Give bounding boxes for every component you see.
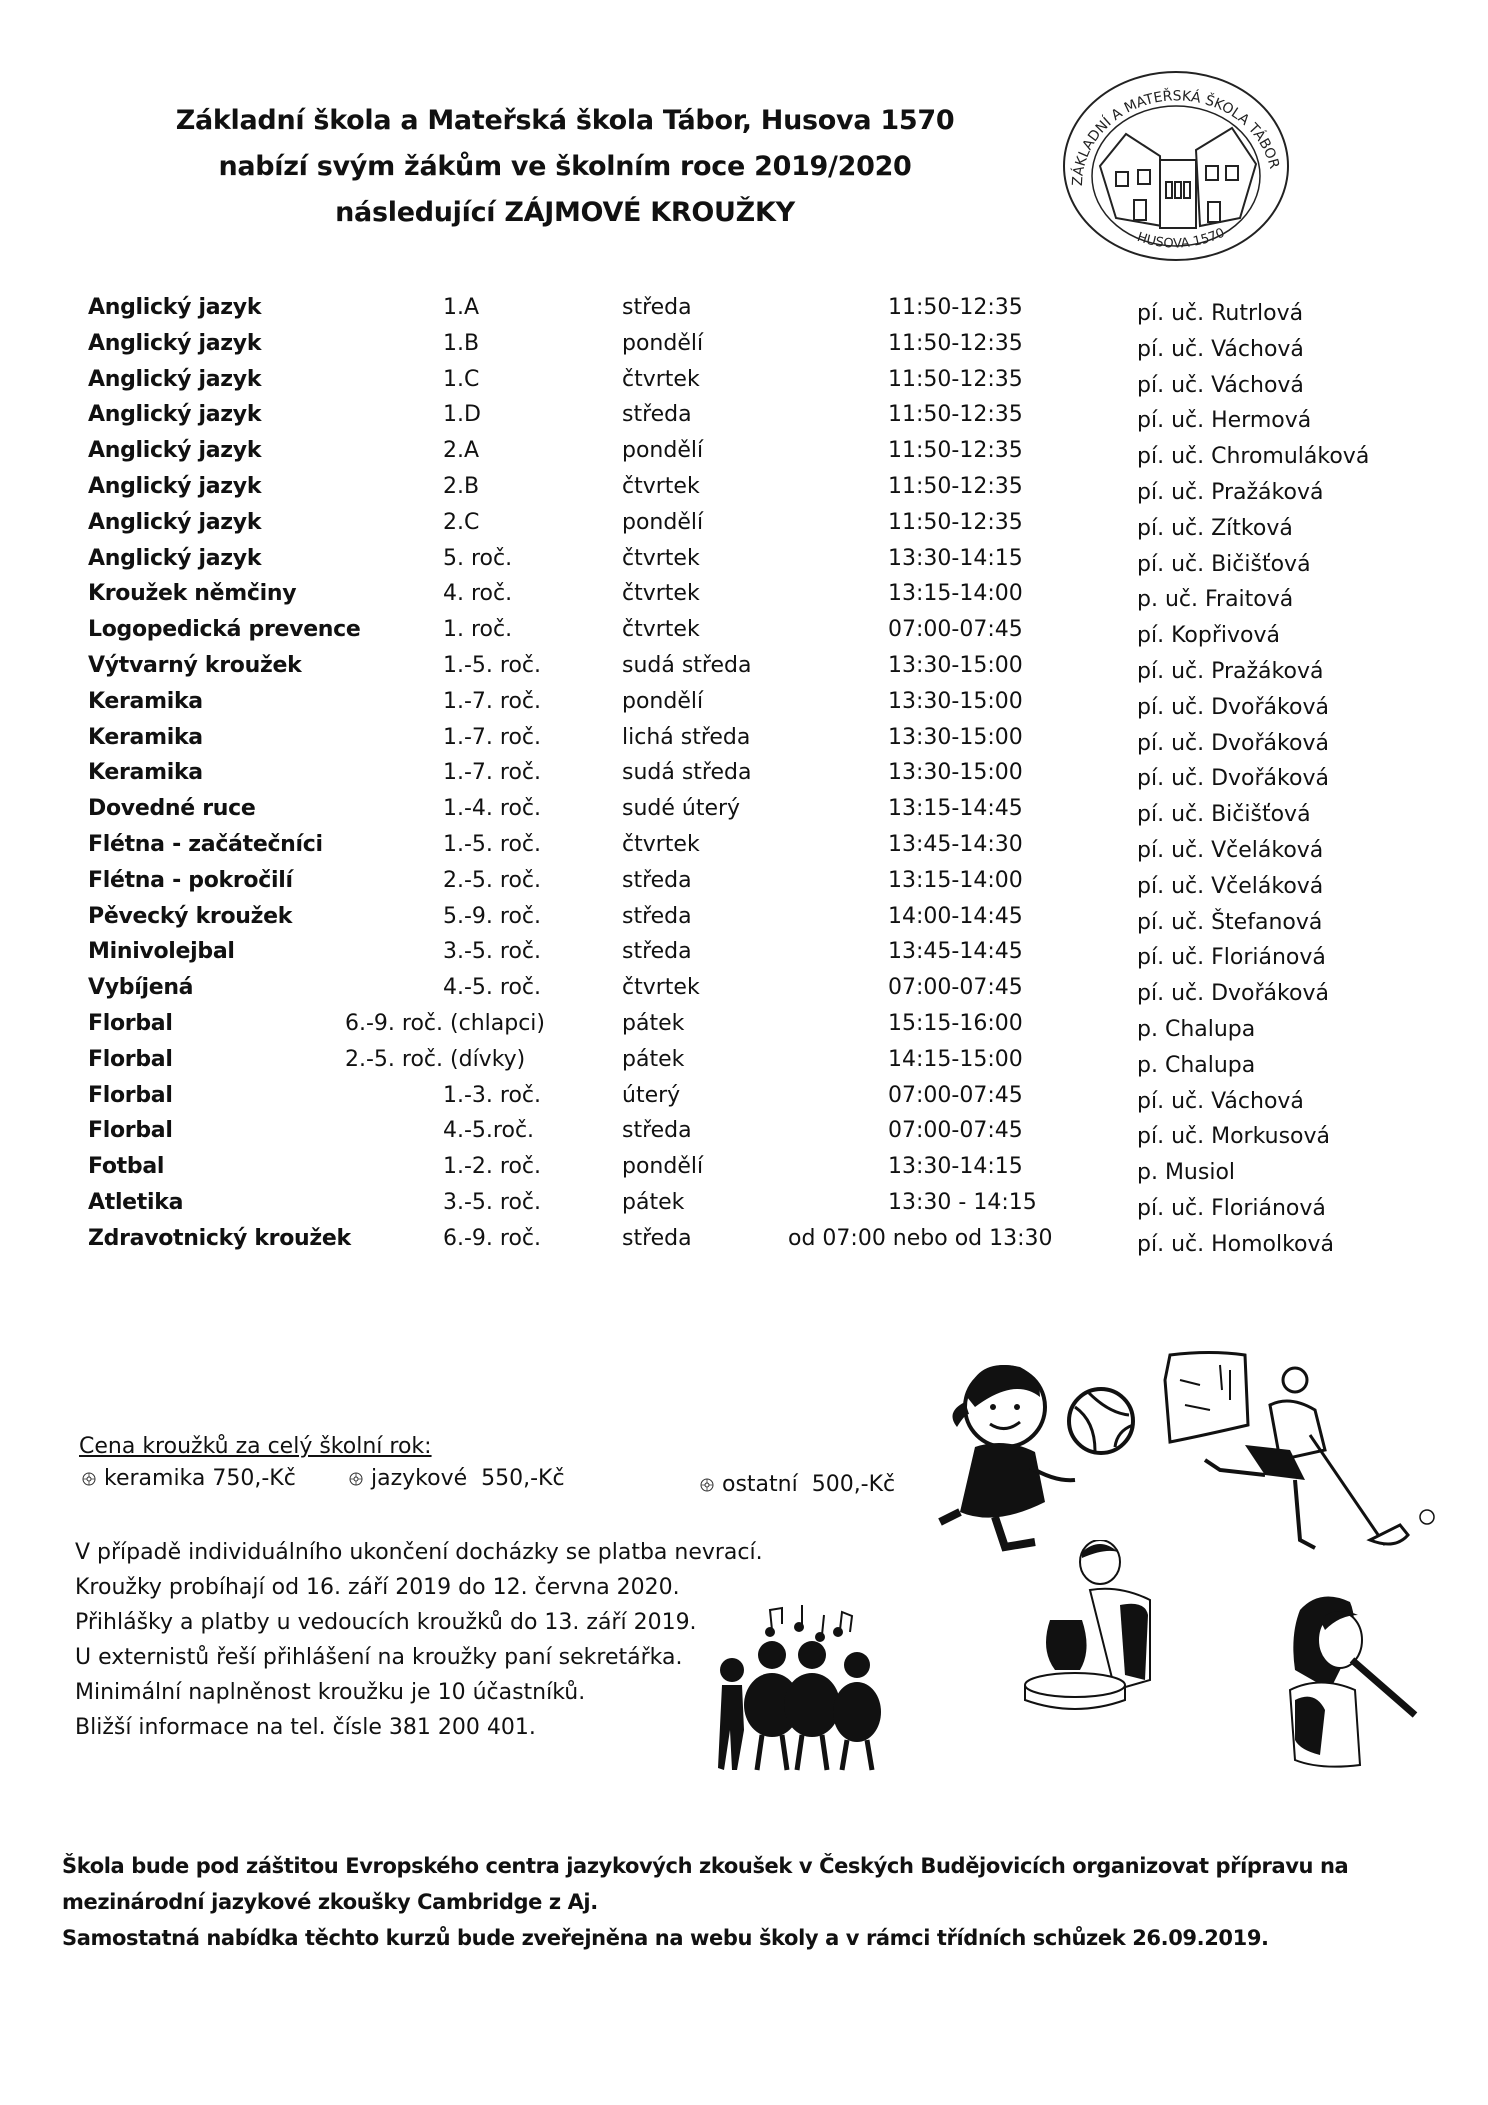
- club-name: Florbal: [88, 1010, 173, 1036]
- note-line: Bližší informace na tel. čísle 381 200 401.: [75, 1715, 536, 1740]
- club-class: 5. roč.: [443, 545, 513, 571]
- price-item: [349, 1466, 565, 1491]
- club-row: [0, 1185, 1488, 1221]
- club-class: 4.-5. roč.: [443, 975, 542, 1001]
- club-time: 07:00-07:45: [888, 1082, 1023, 1108]
- club-name: Flétna - začátečníci: [88, 831, 323, 857]
- club-name: Anglický jazyk: [88, 295, 262, 320]
- note-line: Minimální naplněnost kroužku je 10 účastníků.: [75, 1680, 586, 1705]
- club-time: 13:30-14:15: [888, 545, 1023, 571]
- club-day: čtvrtek: [622, 366, 700, 392]
- club-teacher: pí. uč. Rutrlová: [1137, 301, 1304, 326]
- page-title: [150, 98, 980, 236]
- club-time: 15:15-16:00: [888, 1010, 1023, 1036]
- club-name: Anglický jazyk: [88, 366, 262, 392]
- flower-icon: [82, 1472, 96, 1486]
- club-day: čtvrtek: [622, 473, 700, 499]
- club-name: Fotbal: [88, 1154, 165, 1180]
- club-name: Kroužek němčiny: [88, 581, 297, 607]
- club-name: Pěvecký kroužek: [88, 903, 293, 929]
- club-teacher: pí. uč. Včeláková: [1137, 873, 1324, 899]
- volleyball-icon: [1065, 1385, 1137, 1457]
- club-day: středa: [622, 903, 692, 929]
- club-name: Anglický jazyk: [88, 402, 262, 428]
- club-day: pátek: [622, 1046, 685, 1072]
- club-class: 1. roč.: [443, 617, 513, 643]
- club-time: 07:00-07:45: [888, 617, 1023, 643]
- club-row: [0, 290, 1488, 326]
- club-day: sudé úterý: [622, 796, 741, 822]
- club-class: 1.-4. roč.: [443, 796, 542, 822]
- club-row: [0, 1221, 1488, 1257]
- club-row: [0, 541, 1488, 577]
- club-name: Flétna - pokročilí: [88, 867, 293, 893]
- club-day: lichá středa: [622, 724, 751, 750]
- club-class: 1.-7. roč.: [443, 688, 542, 714]
- club-time: 13:30-15:00: [888, 760, 1023, 786]
- club-teacher: pí. uč. Bičišťová: [1137, 802, 1311, 828]
- price-label: ostatní 500,-Kč: [722, 1472, 896, 1497]
- club-name: Anglický jazyk: [88, 330, 262, 356]
- floorball-player-illustration: [1160, 1350, 1430, 1555]
- club-class: 3.-5. roč.: [443, 939, 542, 965]
- club-day: sudá středa: [622, 652, 752, 678]
- club-class: 1.B: [443, 330, 480, 356]
- singing-choir-illustration: [682, 1600, 922, 1775]
- club-teacher: pí. uč. Štefanová: [1137, 909, 1323, 935]
- school-logo: [1060, 68, 1292, 264]
- club-name: Minivolejbal: [88, 939, 235, 965]
- footer-notice: [62, 1848, 1348, 1956]
- club-class: 1.-7. roč.: [443, 724, 542, 750]
- club-row: [0, 576, 1488, 612]
- club-time: 11:50-12:35: [888, 330, 1023, 356]
- club-class: 6.-9. roč.: [443, 1225, 542, 1251]
- footer-line-1: Škola bude pod záštitou Evropského centra jazykových zkoušek v Českých Budějovicích organizovat přípravu na: [62, 1854, 1349, 1878]
- club-name: Keramika: [88, 724, 203, 750]
- club-teacher: p. uč. Fraitová: [1137, 587, 1294, 613]
- club-class: 1.D: [443, 402, 481, 428]
- club-teacher: pí. uč. Váchová: [1137, 372, 1304, 398]
- club-teacher: pí. Kopřivová: [1137, 623, 1280, 649]
- club-time: 13:30-15:00: [888, 652, 1023, 678]
- club-teacher: pí. uč. Dvořáková: [1137, 730, 1329, 756]
- club-day: úterý: [622, 1082, 681, 1108]
- club-class: 1.A: [443, 295, 480, 320]
- club-row: [0, 326, 1488, 362]
- club-row: [0, 1078, 1488, 1114]
- club-class: 2.A: [443, 438, 480, 464]
- price-label: jazykové 550,-Kč: [371, 1466, 565, 1491]
- club-time: 11:50-12:35: [888, 438, 1023, 464]
- club-day: středa: [622, 1118, 692, 1144]
- club-name: Anglický jazyk: [88, 473, 262, 499]
- floorball-ball-icon: [1418, 1508, 1436, 1526]
- club-name: Atletika: [88, 1189, 184, 1215]
- club-class: 2.B: [443, 473, 480, 499]
- club-class: 5.-9. roč.: [443, 903, 542, 929]
- club-time: 13:30-15:00: [888, 724, 1023, 750]
- club-time: 13:45-14:45: [888, 939, 1023, 965]
- club-class: 2.-5. roč.: [443, 867, 542, 893]
- club-day: čtvrtek: [622, 617, 700, 643]
- club-row: [0, 1006, 1488, 1042]
- club-row: [0, 755, 1488, 791]
- club-class: 6.-9. roč. (chlapci): [345, 1010, 545, 1036]
- school-building-icon: [1100, 128, 1256, 228]
- club-time: 07:00-07:45: [888, 1118, 1023, 1144]
- note-line: U externistů řeší přihlášení na kroužky paní sekretářka.: [75, 1645, 683, 1670]
- club-class: 1.-5. roč.: [443, 652, 542, 678]
- club-teacher: pí. uč. Váchová: [1137, 336, 1304, 362]
- club-time: 13:15-14:45: [888, 796, 1023, 822]
- flute-player-illustration: [1270, 1590, 1430, 1775]
- club-time: 14:00-14:45: [888, 903, 1023, 929]
- club-row: [0, 648, 1488, 684]
- club-row: [0, 899, 1488, 935]
- club-name: Florbal: [88, 1082, 173, 1108]
- club-row: [0, 433, 1488, 469]
- club-time: 14:15-15:00: [888, 1046, 1023, 1072]
- club-row: [0, 1149, 1488, 1185]
- club-teacher: pí. uč. Včeláková: [1137, 837, 1324, 863]
- club-row: [0, 469, 1488, 505]
- club-row: [0, 720, 1488, 756]
- price-label: keramika 750,-Kč: [104, 1466, 296, 1491]
- club-day: středa: [622, 402, 692, 428]
- club-day: pondělí: [622, 688, 704, 714]
- club-row: [0, 827, 1488, 863]
- club-teacher: pí. uč. Floriánová: [1137, 945, 1326, 971]
- club-day: čtvrtek: [622, 581, 700, 607]
- flower-icon: [700, 1478, 714, 1492]
- club-teacher: pí. uč. Váchová: [1137, 1088, 1304, 1114]
- club-name: Florbal: [88, 1046, 173, 1072]
- club-time: 13:15-14:00: [888, 581, 1023, 607]
- note-line: V případě individuálního ukončení docházky se platba nevrací.: [75, 1540, 763, 1565]
- club-class: 1.C: [443, 366, 480, 392]
- club-day: čtvrtek: [622, 831, 700, 857]
- club-name: Anglický jazyk: [88, 545, 262, 571]
- club-time: 13:30-14:15: [888, 1154, 1023, 1180]
- club-name: Keramika: [88, 688, 203, 714]
- logo-text-top: ZÁKLADNÍ A MATEŘSKÁ ŠKOLA TÁBOR: [1069, 88, 1283, 187]
- club-row: [0, 397, 1488, 433]
- club-name: Dovedné ruce: [88, 796, 256, 822]
- prices-list: [82, 1466, 982, 1502]
- title-line-3: následující ZÁJMOVÉ KROUŽKY: [335, 197, 795, 228]
- club-teacher: pí. uč. Pražáková: [1137, 479, 1324, 505]
- club-day: sudá středa: [622, 760, 752, 786]
- club-teacher: p. Musiol: [1137, 1160, 1236, 1186]
- club-class: 4.-5.roč.: [443, 1118, 535, 1144]
- club-teacher: pí. uč. Floriánová: [1137, 1195, 1326, 1221]
- club-name: Vybíjená: [88, 975, 194, 1001]
- club-name: Florbal: [88, 1118, 173, 1144]
- club-teacher: p. Chalupa: [1137, 1016, 1256, 1042]
- club-row: [0, 612, 1488, 648]
- club-name: Zdravotnický kroužek: [88, 1225, 351, 1251]
- club-name: Anglický jazyk: [88, 509, 262, 535]
- logo-text-bottom: HUSOVA 1570: [1135, 225, 1228, 252]
- club-teacher: pí. uč. Hermová: [1137, 408, 1312, 434]
- flower-icon: [349, 1472, 363, 1486]
- title-line-2: nabízí svým žákům ve školním roce 2019/2020: [218, 151, 912, 182]
- club-row: [0, 1113, 1488, 1149]
- club-time: 11:50-12:35: [888, 295, 1023, 320]
- club-row: [0, 970, 1488, 1006]
- club-teacher: pí. uč. Morkusová: [1137, 1124, 1331, 1150]
- footer-line-2: mezinárodní jazykové zkoušky Cambridge z Aj.: [62, 1890, 598, 1914]
- club-day: pondělí: [622, 438, 704, 464]
- club-class: 2.-5. roč. (dívky): [345, 1046, 526, 1072]
- price-item: [700, 1472, 895, 1497]
- club-teacher: pí. uč. Zítková: [1137, 515, 1293, 541]
- club-day: pátek: [622, 1010, 685, 1036]
- note-line: Kroužky probíhají od 16. září 2019 do 12. června 2020.: [75, 1575, 680, 1600]
- club-day: pátek: [622, 1189, 685, 1215]
- club-name: Výtvarný kroužek: [88, 652, 302, 678]
- club-time: 11:50-12:35: [888, 473, 1023, 499]
- club-time: 11:50-12:35: [888, 366, 1023, 392]
- club-class: 4. roč.: [443, 581, 513, 607]
- club-class: 1.-2. roč.: [443, 1154, 542, 1180]
- club-teacher: pí. uč. Chromuláková: [1137, 444, 1370, 470]
- club-teacher: p. Chalupa: [1137, 1052, 1256, 1078]
- info-notes: [75, 1535, 763, 1745]
- club-day: čtvrtek: [622, 545, 700, 571]
- title-line-1: Základní škola a Mateřská škola Tábor, Husova 1570: [175, 105, 955, 136]
- club-day: čtvrtek: [622, 975, 700, 1001]
- club-row: [0, 362, 1488, 398]
- club-class: 3.-5. roč.: [443, 1189, 542, 1215]
- club-name: Keramika: [88, 760, 203, 786]
- clubs-table: [0, 290, 1488, 1257]
- club-day: středa: [622, 867, 692, 893]
- club-row: [0, 1042, 1488, 1078]
- club-row: [0, 934, 1488, 970]
- club-name: Logopedická prevence: [88, 617, 361, 643]
- club-time: 07:00-07:45: [888, 975, 1023, 1001]
- club-time: 11:50-12:35: [888, 402, 1023, 428]
- club-class: 1.-3. roč.: [443, 1082, 542, 1108]
- club-time: 13:30 - 14:15: [888, 1189, 1037, 1215]
- club-teacher: pí. uč. Dvořáková: [1137, 766, 1329, 792]
- club-day: pondělí: [622, 330, 704, 356]
- club-row: [0, 505, 1488, 541]
- club-class: 2.C: [443, 509, 480, 535]
- club-row: [0, 863, 1488, 899]
- club-time: 13:45-14:30: [888, 831, 1023, 857]
- club-class: 1.-7. roč.: [443, 760, 542, 786]
- club-teacher: pí. uč. Bičišťová: [1137, 551, 1311, 577]
- club-teacher: pí. uč. Homolková: [1137, 1231, 1335, 1257]
- footer-line-3: Samostatná nabídka těchto kurzů bude zveřejněna na webu školy a v rámci třídních schůzek 26.09.2019.: [62, 1926, 1269, 1950]
- club-time: 13:30-15:00: [888, 688, 1023, 714]
- price-item: [82, 1466, 296, 1491]
- club-day: středa: [622, 1225, 692, 1251]
- club-class: 1.-5. roč.: [443, 831, 542, 857]
- club-teacher: pí. uč. Dvořáková: [1137, 694, 1329, 720]
- club-day: středa: [622, 939, 692, 965]
- pottery-illustration: [1020, 1540, 1200, 1720]
- club-time: od 07:00 nebo od 13:30: [788, 1225, 1053, 1251]
- note-line: Přihlášky a platby u vedoucích kroužků do 13. září 2019.: [75, 1610, 697, 1635]
- club-row: [0, 791, 1488, 827]
- club-row: [0, 684, 1488, 720]
- club-name: Anglický jazyk: [88, 438, 262, 464]
- club-teacher: pí. uč. Pražáková: [1137, 658, 1324, 684]
- club-day: středa: [622, 295, 692, 320]
- prices-title: Cena kroužků za celý školní rok:: [79, 1434, 432, 1459]
- club-day: pondělí: [622, 1154, 704, 1180]
- club-teacher: pí. uč. Dvořáková: [1137, 981, 1329, 1007]
- club-day: pondělí: [622, 509, 704, 535]
- club-time: 11:50-12:35: [888, 509, 1023, 535]
- club-time: 13:15-14:00: [888, 867, 1023, 893]
